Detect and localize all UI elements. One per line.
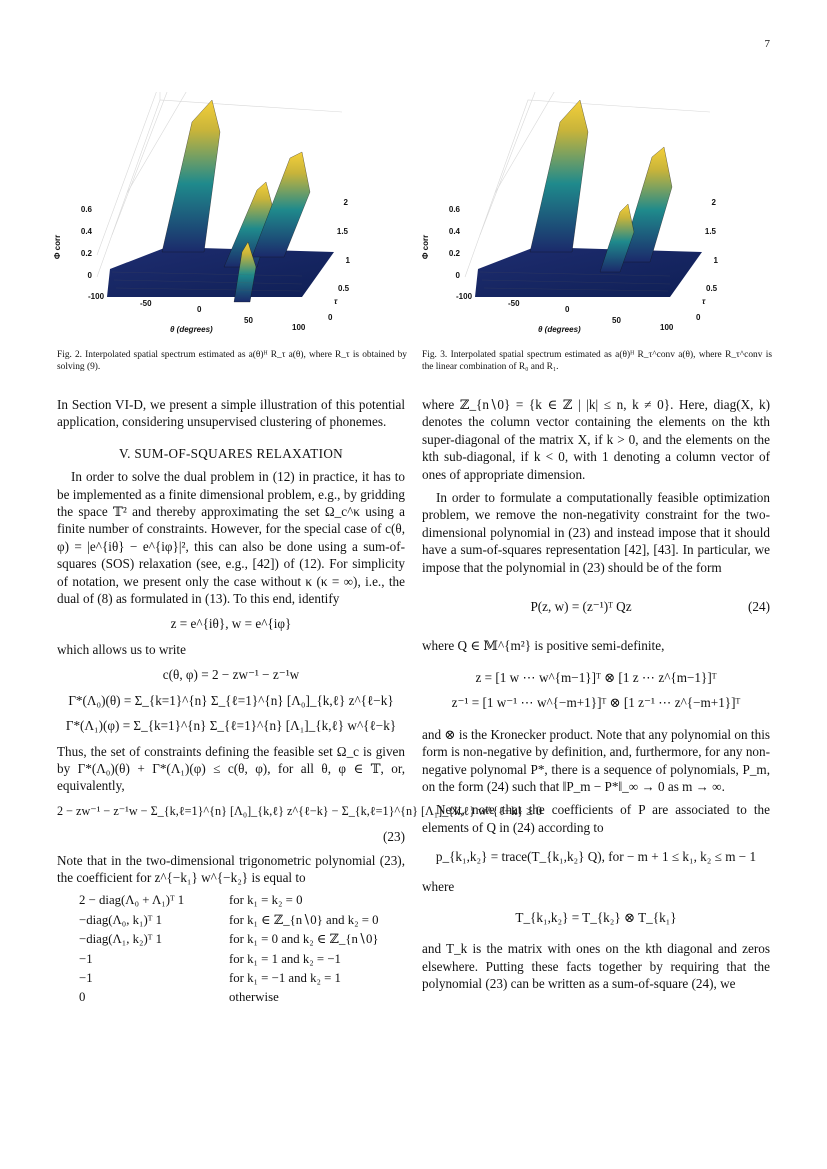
z-tick: 0 [87, 271, 92, 280]
z-tick: 0.6 [448, 205, 460, 214]
y-tick: 0 [328, 313, 333, 322]
figure-3-surface-plot [420, 92, 720, 342]
equation-24 [422, 598, 770, 615]
page-number: 7 [764, 38, 770, 50]
equation: Γ*(Λ₁)(φ) = Σ_{k=1}^{n} Σ_{ℓ=1}^{n} [Λ₁]_{k,ℓ} w^{ℓ−k} [65, 718, 397, 734]
equation: c(θ, φ) = 2 − zw⁻¹ − z⁻¹w [162, 667, 300, 683]
case-expr: −diag(Λ₀, k₁)ᵀ 1 [79, 912, 163, 927]
y-tick: 2 [343, 198, 348, 207]
x-tick: 0 [565, 305, 570, 314]
paragraph: Note that in the two-dimensional trigonometric polynomial (23), the coefficient for z^{−k₁} w^{−k₂} is equal to [57, 852, 405, 885]
surface-floor [475, 247, 702, 297]
x-axis-label: θ (degrees) [538, 325, 581, 334]
paragraph: and T_k is the matrix with ones on the kth diagonal and zeros elsewhere. Putting these facts together by requiring that the polynomial (23) can be written as a sum-of-square (24), we [422, 941, 770, 992]
right-column [422, 396, 770, 999]
equation: T_{k₁,k₂} = T_{k₂} ⊗ T_{k₁} [515, 909, 677, 925]
figure-2-surface-plot [52, 92, 352, 342]
figure-2-caption: Fig. 2. Interpolated spatial spectrum estimated as a(θ)ᴴ R_τ a(θ), where R_τ is obtained by solving (9). [57, 350, 407, 372]
equation-number: (23) [383, 829, 405, 845]
z-tick: 0.6 [80, 205, 92, 214]
equation: z = e^{iθ}, w = e^{iφ} [170, 616, 292, 632]
paragraph: Next, note that the coefficients of P are associated to the elements of Q in (24) according to [422, 802, 770, 835]
x-tick: -50 [140, 299, 152, 308]
case-cond: for k₁ = 0 and k₂ ∈ ℤ_{n∖0} [229, 932, 379, 947]
coefficient-cases [79, 892, 405, 1006]
y-tick: 0.5 [706, 284, 718, 293]
x-tick: 50 [244, 316, 253, 325]
x-tick: 0 [197, 305, 202, 314]
x-tick: -100 [456, 292, 473, 301]
case-expr: −1 [79, 970, 93, 985]
section-heading: V. SUM-OF-SQUARES RELAXATION [119, 445, 343, 461]
paragraph: Thus, the set of constraints defining the feasible set Ω_c is given by Γ*(Λ₀)(θ) + Γ*(Λ₁)(φ) ≤ c(θ, φ), for all θ, φ ∈ 𝕋, or, equivalently, [57, 743, 405, 794]
case-expr: 0 [79, 990, 86, 1005]
y-tick: 1 [713, 256, 718, 265]
case-expr: 2 − diag(Λ₀ + Λ₁)ᵀ 1 [79, 893, 185, 908]
paragraph: which allows us to write [57, 641, 186, 657]
case-expr: −1 [79, 951, 93, 966]
y-tick: 2 [711, 198, 716, 207]
equation-23: 2 − zw⁻¹ − z⁻¹w − Σ_{k,ℓ=1}^{n} [Λ₀]_{k,ℓ} z^{ℓ−k} − Σ_{k,ℓ=1}^{n} [Λ₁]_{k,ℓ} w^{ℓ−k} ≥ 0 [57, 803, 542, 818]
case-cond: for k₁ = 1 and k₂ = −1 [229, 951, 341, 966]
case-cond: otherwise [229, 990, 279, 1005]
paragraph: In order to formulate a computationally feasible optimization problem, we remove the non-negativity constraint for the two-dimensional polynomial in (23) and instead impose that it should have a sum-of-squares representation [42], [43]. In particular, we impose that the polynomial in (23) should be of the form [422, 490, 770, 575]
y-axis-label: τ [702, 297, 706, 306]
equation: z = [1 w ⋯ w^{m−1}]ᵀ ⊗ [1 z ⋯ z^{m−1}]ᵀ [475, 669, 717, 685]
paragraph: where ℤ_{n∖0} = {k ∈ ℤ | |k| ≤ n, k ≠ 0}. Here, diag(X, k) denotes the column vector containing the elements on the kth super-diagonal of the matrix X, if k > 0, and the elements on the kth sub-diagonal, if k < 0, with 1 denoting a column vector of ones of appropriate dimension. [422, 397, 770, 482]
y-tick: 1.5 [336, 227, 348, 236]
x-axis-label: θ (degrees) [170, 325, 213, 334]
paragraph: In order to solve the dual problem in (12) in practice, it has to be implemented as a finite dimensional problem, e.g., by gridding the space 𝕋² and thereby approximating the set Ω_c^κ using a finite number of constraints. However, for the special case of c(θ, φ) = |e^{iθ} − e^{iφ}|², this can also be done using a sum-of-squares (SOS) relaxation (see, e.g., [42]) of (12). For simplicity of notation, we present only the case without κ (κ = ∞), i.e., the dual of (8) as formulated in (13). To this end, identify [57, 469, 405, 607]
paragraph: where [422, 878, 455, 894]
y-tick: 1 [345, 256, 350, 265]
z-tick: 0.4 [80, 227, 92, 236]
y-tick: 1.5 [704, 227, 716, 236]
z-tick: 0.2 [80, 249, 92, 258]
paragraph: and ⊗ is the Kronecker product. Note that any polynomial on this form is non-negative by definition, and, furthermore, for any non-negative polynomal P*, there is a sequence of polynomials, P_m, on the form (24) such that ‖P_m − P*‖_∞ → 0 as m → ∞. [422, 726, 770, 794]
x-tick: 100 [292, 323, 306, 332]
y-tick: 0 [696, 313, 701, 322]
y-axis-label: τ [334, 297, 338, 306]
x-tick: 50 [612, 316, 621, 325]
x-tick: -100 [88, 292, 105, 301]
equation: Γ*(Λ₀)(θ) = Σ_{k=1}^{n} Σ_{ℓ=1}^{n} [Λ₀]_{k,ℓ} z^{ℓ−k} [68, 692, 394, 708]
z-tick: 0.4 [448, 227, 460, 236]
equation-body: P(z, w) = (z⁻¹)ᵀ Qz [530, 599, 632, 615]
z-axis-label: Φ corr [53, 234, 62, 260]
x-tick: -50 [508, 299, 520, 308]
case-expr: −diag(Λ₁, k₂)ᵀ 1 [79, 932, 163, 947]
case-cond: for k₁ = −1 and k₂ = 1 [229, 970, 341, 985]
y-tick: 0.5 [338, 284, 350, 293]
equation: p_{k₁,k₂} = trace(T_{k₁,k₂} Q), for − m + 1 ≤ k₁, k₂ ≤ m − 1 [435, 849, 757, 865]
paragraph: In Section VI-D, we present a simple illustration of this potential application, considering unsupervised clustering of phonemes. [57, 397, 405, 430]
z-axis-label: Φ corr [421, 234, 430, 260]
equation: z⁻¹ = [1 w⁻¹ ⋯ w^{−m+1}]ᵀ ⊗ [1 z⁻¹ ⋯ z^{−m+1}]ᵀ [451, 695, 741, 711]
paragraph: where Q ∈ 𝕄^{m²} is positive semi-definite, [422, 638, 665, 654]
x-tick: 100 [660, 323, 674, 332]
z-tick: 0.2 [448, 249, 460, 258]
figure-3-caption: Fig. 3. Interpolated spatial spectrum estimated as a(θ)ᴴ R_τ^conv a(θ), where R_τ^conv is the linear combination of R₀ and R₁. [422, 350, 772, 372]
surface-floor [107, 247, 334, 297]
z-tick: 0 [455, 271, 460, 280]
case-cond: for k₁ ∈ ℤ_{n∖0} and k₂ = 0 [229, 912, 379, 927]
case-cond: for k₁ = k₂ = 0 [229, 893, 303, 908]
equation-number: (24) [748, 599, 770, 615]
surface-ridges [530, 100, 672, 272]
